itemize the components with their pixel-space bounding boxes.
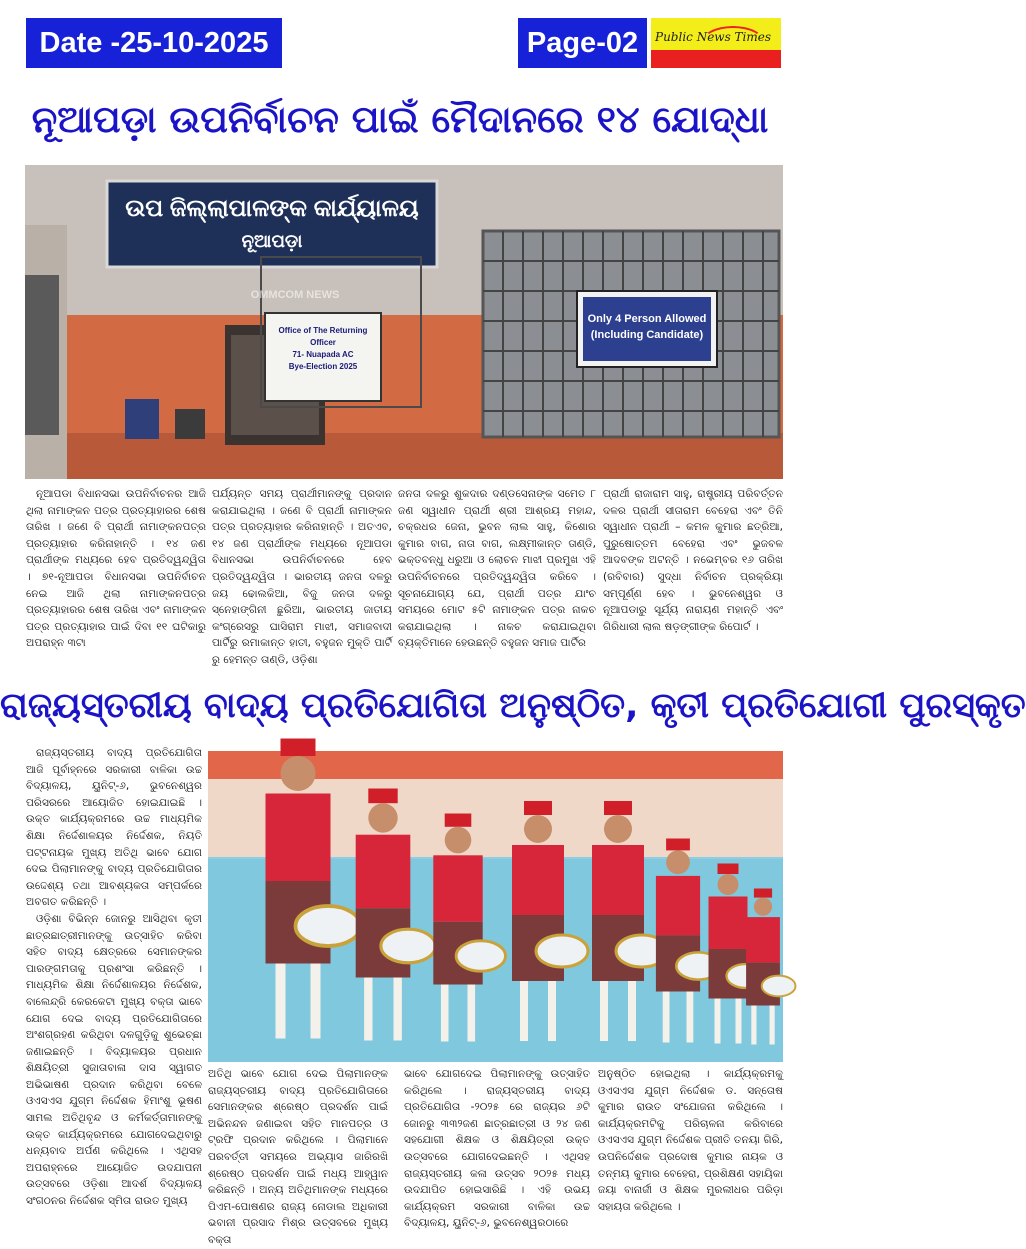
office-banner-subtext: ନୂଆପଡ଼ା [241,231,303,251]
newspaper-logo [651,18,781,68]
article1-column-4 [603,486,783,666]
logo-text: Public News Times [655,30,772,44]
photo-watermark: OMMCOM NEWS [250,289,340,301]
article1-paragraph: ନୂଆପଡା ବିଧାନସଭା ଉପନିର୍ବାଚନର ଆଜି ଥିଲା ନାମାଙ୍କନ ପତ୍ର ପ୍ରତ୍ୟାହାରର ଶେଷ ତାରିଖ । ଜଣେ ବି ପ୍ରାର୍ଥୀ ନାମାଙ୍କନପତ୍ର ପ୍ରତ୍ୟାହାର କରିନାହାନ୍ତି । ୧୪ ଜଣ ପ୍ରାର୍ଥୀଙ୍କ ମଧ୍ୟରେ ହେବ ପ୍ରତିଦ୍ୱନ୍ଦ୍ୱିତା । ୭୧-ନୂଆପଡା ବିଧାନସଭା ଉପନିର୍ବାଚନ ନେଇ ଆଜି ଥିଲା ନାମାଙ୍କନପତ୍ର ପ୍ରତ୍ୟାହାରର ଶେଷ ତାରିଖ ଏବଂ ନାମାଙ୍କନ ପତ୍ର ପ୍ରତ୍ୟାହାର ପାଇଁ ଦିବା ୧୧ ଘଟିକାରୁ ଅପରାହ୍ନ ୩ଟା [26,488,206,650]
article2-photo [208,751,783,1062]
article2-paragraph: ଓଡ଼ିଶା ବିଭିନ୍ନ ଜୋନରୁ ଆସିଥିବା କୃତୀ ଛାତ୍ରଛାତ୍ରୀମାନଙ୍କୁ ଉତ୍ସାହିତ କରିବା ସହିତ ବାଦ୍ୟ କ୍ଷେତ୍ରରେ ସେମାନଙ୍କର ପାରଙ୍ଗମତାକୁ ପ୍ରଶଂସା କରିଛନ୍ତି । ମାଧ୍ୟମିକ ଶିକ୍ଷା ନିର୍ଦ୍ଦେଶାଳୟର ନିର୍ଦ୍ଦେଶକ, ବାଲେନ୍ଦ୍ରି କେରକେଟା ମୁଖ୍ୟ ବକ୍ତା ଭାବେ ଯୋଗ ଦେଇ ବାଦ୍ୟ ପ୍ରତିଯୋଗିତାରେ ଅଂଶଗ୍ରହଣ କରିଥିବା ଦଳଗୁଡ଼ିକୁ ଶୁଭେଚ୍ଛା ଜଣାଇଛନ୍ତି । ବିଦ୍ୟାଳୟର ପ୍ରଧାନ ଶିକ୍ଷୟିତ୍ରୀ ସୁଜାତାବାଳା ଦାସ ସ୍ୱାଗତ ଅଭିଭାଷଣ ପ୍ରଦାନ କରିଥିବା ବେଳେ ଓଏସଏସ ଯୁଗ୍ମ ନିର୍ଦ୍ଦେଶକ ହିମାଂଶୁ ଭୂଷଣ ସାମଲ ଅତିଥିବୃନ୍ଦ ଓ କର୍ମକର୍ତ୍ତାମାନଙ୍କୁ ଉକ୍ତ କାର୍ଯ୍ୟକ୍ରମରେ ଯୋଗଦେଇଥିବାରୁ ଧନ୍ୟବାଦ ଅର୍ପଣ କରିଥିଲେ । ଏଥିସହ ଅପରାହ୍ନରେ ଆୟୋଜିତ ଉଦଯାପନୀ ଉତ୍ସବରେ ଓଡ଼ିଶା ଆଦର୍ଶ ବିଦ୍ୟାଳୟ ସଂଗଠନର ନିର୍ଦ୍ଦେଶକ ସ୍ମିତା ରାଉତ ମୁଖ୍ୟ [26,912,202,1208]
article1-paragraph: ପର୍ଯ୍ୟନ୍ତ ସମୟ ପ୍ରାର୍ଥୀମାନଙ୍କୁ ପ୍ରଦାନ କରାଯାଇଥିଲା । ଜଣେ ବି ପ୍ରାର୍ଥୀ ନାମାଙ୍କନ ପତ୍ର ପ୍ରତ୍ୟାହାର କରିନାହାନ୍ତି । ଅତଏବ, ୧୪ ଜଣ ପ୍ରାର୍ଥୀଙ୍କ ମଧ୍ୟରେ ନୂଆପଡା ବିଧାନସଭା ଉପନିର୍ବାଚନରେ ହେବ ପ୍ରତିଦ୍ୱନ୍ଦ୍ୱିତା । ଭାରତୀୟ ଜନତା ଦଳରୁ ଜୟ ଢୋଲକିଆ, ବିଜୁ ଜନତା ଦଳରୁ ସ୍ନେହାଙ୍ଗିନୀ ଛୁରିଆ, ଭାରତୀୟ ଜାତୀୟ କଂଗ୍ରେସରୁ ଘାସିରାମ ମାଝୀ, ସମାଜବାଦୀ ପାର୍ଟିରୁ ରମାକାନ୍ତ ହାତୀ, ବହୁଜନ ମୁକ୍ତି ପାର୍ଟି ରୁ ହେମନ୍ତ ତାଣ୍ଡି, ଓଡ଼ିଶା [212,488,392,666]
article1-paragraph: ପ୍ରାର୍ଥୀ ରାଜାରାମ ସାହୁ, ରାଷ୍ଟ୍ରୀୟ ପରିବର୍ତ୍ତନ ଦଳର ପ୍ରାର୍ଥୀ ସୀତାରାମ ବେହେରା ଏବଂ ତିନି ସ୍ୱାଧୀନ ପ୍ରାର୍ଥୀ – କମଳ କୁମାର ଛତ୍ରିଆ, ପୁରୁଷୋତ୍ତମ ବେହେରା ଏବଂ ଭୁଜବଳ ଆଦବଙ୍କ ଅଟନ୍ତି । ନଭେମ୍ବର ୧୬ ତାରିଖ (ରବିବାର) ସୁଦ୍ଧା ନିର୍ବାଚନ ପ୍ରକ୍ରିୟା ସମ୍ପୂର୍ଣ୍ଣ ହେବ । ଭୁବନେଶ୍ୱର ଓ ନୂଆପଡାରୁ ସୂର୍ଯ୍ୟ ନାରାୟଣ ମହାନ୍ତି ଏବଂ ଗିରିଧାରୀ ଲାଲ ଷଡ଼ଙ୍ଗୀଙ୍କ ରିପୋର୍ଟ । [603,488,783,633]
returning-officer-poster [267,325,379,373]
article2-left-column [26,745,202,1231]
article2-paragraph: ଅନୁଷ୍ଠିତ ହୋଇଥିଲା । କାର୍ଯ୍ୟକ୍ରମକୁ ଓଏସଏସ ଯୁଗ୍ମ ନିର୍ଦ୍ଦେଶକ ଡ. ସନ୍ତୋଷ କୁମାର ରାଉତ ସଂଯୋଜନା କରିଥିଲେ । କାର୍ଯ୍ୟକ୍ରମଟିକୁ ପରିଚାଳନା କରିବାରେ ଓଏସଏସ ଯୁଗ୍ମ ନିର୍ଦ୍ଦେଶକ ପ୍ରୀତି ତନୟା ଗିରି, ଉପନିର୍ଦ୍ଦେଶକ ପ୍ରଦୋଷ କୁମାର ନାୟକ ଓ ତନ୍ମୟ କୁମାର ବେହେରା, ପ୍ରଶିକ୍ଷଣ ସହାୟିକା ଜୟା ବାନାର୍ଜୀ ଓ ଶିକ୍ଷକ ମୁରଲୀଧର ପରିଡ଼ା ସହାୟତା କରିଥିଲେ । [598,1068,783,1213]
article2-paragraph: ରାଜ୍ୟସ୍ତରୀୟ ବାଦ୍ୟ ପ୍ରତିଯୋଗିତା ଆଜି ପୂର୍ବାହ୍ନରେ ସରକାରୀ ବାଳିକା ଉଚ୍ଚ ବିଦ୍ୟାଳୟ, ୟୁନିଟ୍-୬, ଭୁବନେଶ୍ୱର ପରିସରରେ ଆୟୋଜିତ ହୋଇଯାଇଛି । ଉକ୍ତ କାର୍ଯ୍ୟକ୍ରମରେ ଉଚ୍ଚ ମାଧ୍ୟମିକ ଶିକ୍ଷା ନିର୍ଦ୍ଦେଶାଳୟର ନିର୍ଦ୍ଦେଶକ, ନିୟତି ପଟ୍ଟନାୟକ ମୁଖ୍ୟ ଅତିଥି ଭାବେ ଯୋଗ ଦେଇ ପିଲାମାନଙ୍କୁ ବାଦ୍ୟ ପ୍ରତିଯୋଗିତାର ଉଦ୍ଦେଶ୍ୟ ତଥା ଆବଶ୍ୟକତା ସମ୍ପର୍କରେ ଅବଗତ କରିଛନ୍ତି । [26,747,202,909]
article1-column-1 [26,486,206,666]
date-label: Date -25-10-2025 [26,18,282,68]
article1-column-3 [398,486,596,666]
sign-line-2: (Including Candidate) [590,329,704,341]
sign-line-1: Only 4 Person Allowed [587,313,707,325]
article2-headline: ରାଜ୍ୟସ୍ତରୀୟ ବାଦ୍ୟ ପ୍ରତିଯୋଗିତା ଅନୁଷ୍ଠିତ, କୃତୀ ପ୍ରତିଯୋଗୀ ପୁରସ୍କୃତ [0,686,1026,726]
article2-bottom-column-3 [598,1066,783,1232]
article1-paragraph: ଜନତା ଦଳରୁ ଶୁକଦାର ଦଣ୍ଡସେନାଙ୍କ ସମେତ ୮ ଜଣ ସ୍ୱାଧୀନ ପ୍ରାର୍ଥୀ ଶ୍ରୀ ଆଶ୍ରୟ ମହାନ୍ଦ, ଚକ୍ରଧର ଜେନା, ଭୁବନ ଲାଲ ସାହୁ, କିଶୋର କୁମାର ବାଗ, ନାତା ବାଗ, ଲକ୍ଷ୍ମୀକାନ୍ତ ତାଣ୍ଡି, ଭକ୍ତବନ୍ଧୁ ଧରୁଆ ଓ ଲୋଚନ ମାଝୀ ପ୍ରମୁଖ ଏହି ଉପନିର୍ବାଚନରେ ପ୍ରତିଦ୍ୱନ୍ଦ୍ୱିତା କରିବେ । ସୂଚନାଯୋଗ୍ୟ ଯେ, ପ୍ରାର୍ଥୀ ପତ୍ର ଯାଂଚ ସମୟରେ ମୋଟ ୫ଟି ନାମାଙ୍କନ ପତ୍ର ନାକଚ କରାଯାଇଥିଲା । ନାକଚ କରାଯାଇଥିବା ବ୍ୟକ୍ତିମାନେ ହେଉଛନ୍ତି ବହୁଜନ ସମାଜ ପାର୍ଟିର [398,488,596,650]
entry-restriction-sign [583,311,711,343]
article1-column-2 [212,486,392,666]
poster-line-1: Office of The Returning Officer [278,326,368,347]
article2-bottom-column-2 [404,1066,590,1232]
band-students-illustration [208,751,783,1062]
article2-paragraph: ଅତିଥି ଭାବେ ଯୋଗ ଦେଇ ପିଲାମାନଙ୍କ ରାଜ୍ୟସ୍ତରୀୟ ବାଦ୍ୟ ପ୍ରତିଯୋଗିତାରେ ସେମାନଙ୍କର ଶ୍ରେଷ୍ଠ ପ୍ରଦର୍ଶନ ପାଇଁ ଅଭିନନ୍ଦନ ଜଣାଇବା ସହିତ ମାନପତ୍ର ଓ ଟ୍ରଫି ପ୍ରଦାନ କରିଥିଲେ । ପିଲାମାନେ ପରବର୍ତ୍ତୀ ସମୟରେ ଅଭ୍ୟାସ ଜାରିରଖି ଶ୍ରେଷ୍ଠ ପ୍ରଦର୍ଶନ ପାଇଁ ମଧ୍ୟ ଆହ୍ୱାନ କରିଛନ୍ତି । ଅନ୍ୟ ଅତିଥିମାନଙ୍କ ମଧ୍ୟରେ ପିଏମ-ପୋଷଣର ରାଜ୍ୟ ନୋଡାଲ ଅଧିକାରୀ ଭବାନୀ ପ୍ରସାଦ ମିଶ୍ର ଉତ୍ସବରେ ମୁଖ୍ୟ ବକ୍ତା [208,1068,388,1246]
office-banner-text: ଉପ ଜିଲ୍ଲାପାଳଙ୍କ କାର୍ଯ୍ୟାଳୟ [125,195,419,222]
article2-paragraph: ଭାବେ ଯୋଗଦେଇ ପିଲାମାନଙ୍କୁ ଉତ୍ସାହିତ କରିଥିଲେ । ରାଜ୍ୟସ୍ତରୀୟ ବାଦ୍ୟ ପ୍ରତିଯୋଗିତା -୨୦୨୫ ରେ ରାଜ୍ୟର ୬ଟି ଜୋନରୁ ୩୩୨ଜଣ ଛାତ୍ରଛାତ୍ରୀ ଓ ୨୪ ଜଣ ସହଯୋଗୀ ଶିକ୍ଷକ ଓ ଶିକ୍ଷୟିତ୍ରୀ ଉକ୍ତ ଉତ୍ସବରେ ଯୋଗଦେଇଛନ୍ତି । ଏଥିସହ ରାଜ୍ୟସ୍ତରୀୟ କଳା ଉତ୍ସବ ୨୦୨୫ ମଧ୍ୟ ଉଦଯାପିତ ହୋଇସାରିଛି । ଏହି ଉଭୟ କାର୍ଯ୍ୟକ୍ରମ ସରକାରୀ ବାଳିକା ଉଚ୍ଚ ବିଦ୍ୟାଳୟ, ୟୁନିଟ୍-୬, ଭୁବନେଶ୍ୱରଠାରେ [404,1068,590,1230]
article2-bottom-column-1 [208,1066,388,1246]
page-header [0,18,800,70]
poster-line-2: 71- Nuapada AC [292,350,354,359]
article1-photo [25,165,783,479]
article1-headline: ନୂଆପଡ଼ା ଉପନିର୍ବାଚନ ପାଇଁ ମୈଦାନରେ ୧୪ ଯୋଦ୍ଧା [31,98,769,141]
page-number: Page-02 [518,18,647,68]
poster-line-3: Bye-Election 2025 [288,362,358,371]
